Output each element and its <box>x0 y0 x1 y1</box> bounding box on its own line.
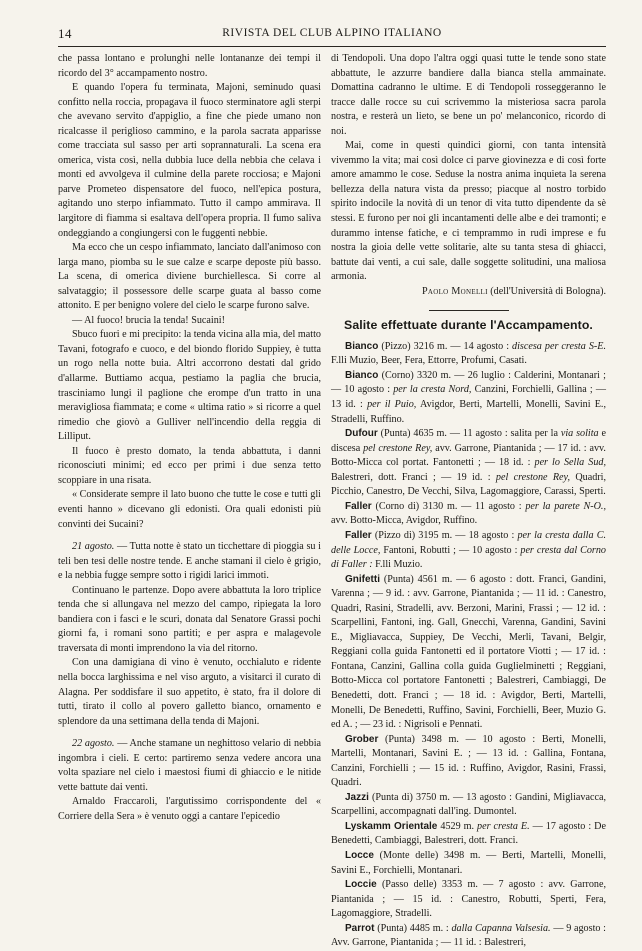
section-divider <box>429 310 509 311</box>
peak-name: Dufour <box>345 428 378 440</box>
route-name: pel crestone Rey, <box>495 471 571 483</box>
diary-text: — Anche stamane un neghittoso velario di nebbia ingombra i cieli. E certo: partiremo senza vedere ancora una volta spaziare nel cielo i maestosi fiumi di ghiaccio e le nitide vette battute dai venti. <box>58 738 321 793</box>
ascent-entry <box>331 849 606 878</box>
ascent-entry <box>331 922 606 951</box>
paragraph: Con una damigiana di vino è venuto, occhialuto e ridente nella bocca larghissima e nel viso arguto, a visitarci il curato di Alagna. Per soddisfare il suo appetito, è stato, fra il dolore di tutti, tirato il collo al povero galletto bianco, ornamento e splendore da una settimana della tenda di Majoni. <box>58 657 321 727</box>
ascent-text: e discesa <box>331 428 607 454</box>
section-title: Salite effettuate durante l'Accampamento. <box>344 318 593 333</box>
ascent-text: F.lli Muzio. <box>372 559 423 571</box>
peak-name: Faller <box>345 500 372 512</box>
diary-entry <box>58 540 321 584</box>
ascent-text: (Passo delle) 3353 m. — 7 agosto : avv. Garrone, Piantanida ; — 15 id. : Canestro, Robutti, Sperti, Fera, Lagomaggiore, Stradelli. <box>331 879 606 920</box>
author-affiliation: (dell'Università di Bologna). <box>487 285 606 297</box>
ascent-text: avv. Botto-Micca, Avigdor, Ruffino. <box>331 515 478 527</box>
route-name: per cresta E. <box>477 820 530 832</box>
route-name: per il Puio, <box>367 399 417 411</box>
page-header <box>58 24 606 47</box>
paragraph: Sbuco fuori e mi precipito: la tenda vicina alla mia, del matto Tavani, fotografo e cuoco, e del biondo florido Suppiey, è tutta un rogo nella notte buia. Altri accorrono destati dal grido d'allarme. Buttiamo acqua, pestiamo la paglia che brucia, trasciniamo lungi il paglione che erompe d'un tratto in una meravigliosa fiammata; e come « ultima ratio » si ricorre a quel rimedio che giovò a Gulliver nell'incendio della reggia di Lilliput. <box>58 329 321 443</box>
ascents-list <box>331 340 606 951</box>
ascent-entry <box>331 369 606 427</box>
ascent-text: (Punta) 4485 m. : <box>374 922 452 934</box>
peak-name: Parrot <box>345 922 375 934</box>
route-name: dalla Capanna Valsesia. <box>451 922 551 934</box>
ascent-text: (Punta) 4561 m. — 6 agosto : dott. Franci, Gandini, Varenna ; — 9 id. : avv. Garrone, Piantanida ; — 11 id. : Canestro, Quadri, Rasini, Stradelli, avv. Berzoni, Marini, Frassi ; — 12 id. : Scarpellini, Fantoni, ing. Gall, Gnecchi, Varenna, Gandini, Savini E., Migliavacca, Suppiey, De Vecchi, Merli, Tavani, Belgir, Reggiani colla guida Fantonetti ed il portatore Viotti ; — 17 id. : Fontana, Canzini, Gallina colla guida Guglielminetti ; Reggiani, Botto-Micca col portatore Fantonetti ; Balestreri, Cambiaggi, De Benedetti, dott. Franci ; — 18 id. : Avigdor, Berti, Martelli, Monelli, De Benedetti, Ruffino, Savini, Forchielli, Beer, Muzio G. ed A. ; — 23 id. : Nigrisoli e Pennati. <box>331 573 606 731</box>
peak-name: Grober <box>345 733 379 745</box>
ascent-text: (Corno) 3320 m. — 26 luglio : Calderini, Montanari ; — 10 agosto : <box>331 369 606 396</box>
paragraph: che passa lontano e prolunghi nelle lontananze dei tempi il ricordo del 3° accampamento nostro. <box>58 53 321 79</box>
paragraph: — Al fuoco! brucia la tenda! Sucaini! <box>72 314 225 326</box>
diary-entry <box>58 737 321 795</box>
paragraph: Arnaldo Fraccaroli, l'argutissimo corrispondente del « Corriere della Sera » è venuto oggi a cantare l'epicedio <box>58 796 321 822</box>
ascent-text: avv. Garrone, Piantanida ; — 17 id. : avv. Botto-Micca col portat. Fantonetti ; — 18 id. : <box>331 442 606 469</box>
paragraph: Mai, come in questi quindici giorni, con tanta intensità vivemmo la vita; mai così dolce ci parve giovinezza e di così forte amore amammo le cose. Seduse la nostra anima inquieta la serena bellezza della natura vista da presso; piacque al nostro torbido spirito indocile la novità di un tenor di vita tutto dipendente da sè stessi. E furono per noi gli incantamenti delle albe e dei tramonti; e durammo intense fatiche, e ci temprammo in rudi imprese e fu nostra la gioia delle vette solitarie, alte su tanta stesa di ghiacci, battute dai venti, a cui sale, dalle soggette solitudini, una maliosa armonia. <box>331 140 606 283</box>
route-name: per lo Sella Sud, <box>534 457 606 469</box>
paragraph: Il fuoco è presto domato, la tenda abbattuta, i danni riconosciuti minimi; ed ecco per primi i due senza tetto scoppiare in una risata. <box>58 445 321 486</box>
diary-date: 21 agosto. <box>72 541 115 553</box>
paragraph: E quando l'opera fu terminata, Majoni, seminudo quasi confitto nella roccia, propagava il fuoco sterminatore agli sterpi che avevano servito d'appiglio, a fine che piede umano non ricalcasse il periglioso cammino, e la parola sacrata apparisse come tracciata sul sasso per arti soprannaturali. La scena era omerica, vista così, nella dubbia luce della nebbia che celava i monti ed avvolgeva il culmine della parete rocciosa; e Majoni parve Prometeo dispensatore del fuoco, nell'epica postura, agitando uno sterpo infiammato. Tutto il campo ammirava. Il largitore di fiamma si esaltava dell'opera propria. Il fumo saliva ondeggiando a congiungersi con le fuggenti nebbie. <box>58 82 321 239</box>
ascent-text: — 9 agosto : Avv. Garrone, Piantanida ; — 11 id. : Balestreri, <box>331 922 606 949</box>
ascent-text: (Punta) 3498 m. — 10 agosto : Berti, Monelli, Martelli, Montanari, Savini E. ; — 13 id. : Gallina, Fontana, Canzini, Forchielli ; — 15 id. : Ruffino, Avigdor, Rasini, Frassi, Quadri. <box>331 733 606 789</box>
paragraph: Continuano le partenze. Dopo avere abbattuta la loro triplice tenda che si allungava nel mezzo del campo, ripiegata la loro bandiera con i fasci e le scuri, donata dal Senatore Grassi pochi giorni fa, i romani sono partiti; e per aspra e malagevole traversata di monti imprendono la via del ritorno. <box>58 584 321 654</box>
ascent-text: (Punta) 4635 m. — 11 agosto : salita per la <box>377 428 561 440</box>
paragraph: « Considerate sempre il lato buono che tutte le cose e tutti gli eventi hanno » dicevano gli edonisti. Ora quali edonisti più convinti dei Sucaini? <box>58 489 321 530</box>
diary-text: — Tutta notte è stato un ticchettare di pioggia su i teli ben tesi delle nostre tende. E anche stamani il cielo è grigio, e la nebbia fugge sempre sotto i rigidi larici immoti. <box>58 541 321 582</box>
ascent-text: (Punta di) 3750 m. — 13 agosto : Gandini, Migliavacca, Scarpellini, accompagnati dall'ing. Dumontel. <box>331 791 606 818</box>
ascent-text: Quadri, Picchio, Canestro, De Vecchi, Silva, Lagomaggiore, Carassi, Sperti. <box>331 471 606 498</box>
route-name: per la cresta Nord, <box>393 384 472 396</box>
route-name: discesa per cresta S-E. <box>512 340 606 352</box>
ascent-text: Fantoni, Robutti ; — 10 agosto : <box>380 544 521 556</box>
ascent-entry <box>331 529 606 573</box>
peak-name: Loccie <box>345 879 377 891</box>
ascent-text: (Monte delle) 3498 m. — Berti, Martelli, Monelli, Savini E., Forchielli, Montanari. <box>331 849 606 876</box>
ascent-text: Avigdor, Berti, Martelli, Monelli, Savini E., Stradelli, Ruffino. <box>331 399 606 425</box>
ascent-text: — 17 agosto : De Benedetti, Cambiaggi, Balestreri, dott. Franci. <box>331 820 606 847</box>
page-number: 14 <box>58 26 72 41</box>
ascent-text: 4529 m. <box>437 820 478 832</box>
right-column <box>331 52 606 951</box>
route-name: pel crestone Rey, <box>363 442 433 454</box>
left-column <box>58 52 321 824</box>
ascent-text: Canzini, Forchielli, Gallina ; — 13 id. : <box>331 384 606 411</box>
peak-name: Gnifetti <box>345 573 380 585</box>
peak-name: Jazzi <box>345 791 369 803</box>
peak-name: Bianco <box>345 369 379 381</box>
route-name: per la cresta dalla C. delle Locce, <box>331 529 606 556</box>
ascent-text: F.lli Muzio, Beer, Fera, Ettorre, Profumi, Casati. <box>331 355 527 367</box>
diary-date: 22 agosto. <box>72 738 115 750</box>
route-name: per cresta dal Corno di Faller : <box>331 544 606 571</box>
paragraph: Ma ecco che un cespo infiammato, lanciato dall'animoso con larga mano, piomba su le sue calze e scarpe deposte più basso. La scena, di omerica diviene burchiellesca. Si corre al salvataggio; il possessore delle scarpe guata al basso come attonito. E per benigno volere del cielo le scarpe furono salve. <box>58 242 321 312</box>
author-name: Paolo Monelli <box>421 285 488 297</box>
peak-name: Lyskamm Orientale <box>345 820 438 832</box>
peak-name: Bianco <box>345 340 379 352</box>
route-name: via solita <box>560 428 599 440</box>
ascent-entry <box>331 820 606 849</box>
ascent-entry <box>331 340 606 369</box>
route-name: per la parete N-O., <box>525 500 606 512</box>
signature <box>331 285 606 300</box>
ascent-entry <box>331 427 606 500</box>
ascent-text: (Pizzo di) 3195 m. — 18 agosto : <box>371 529 518 541</box>
ascent-entry <box>331 500 606 529</box>
ascent-text: (Pizzo) 3216 m. — 14 agosto : <box>378 340 513 352</box>
ascent-entry <box>331 791 606 820</box>
ascent-entry <box>331 573 606 733</box>
ascent-entry <box>331 733 606 791</box>
peak-name: Locce <box>345 849 374 861</box>
peak-name: Faller <box>345 529 372 541</box>
paragraph: di Tendopoli. Una dopo l'altra oggi quasi tutte le tende sono state abbattute, le azzurre bandiere dalla bianca stella ammainate. Domattina cadranno le ultime. E di Tendopoli rosseggeranno le tracce dalle rocce su cui scrivemmo la misteriosa sacra parola nostra, e resterà un lieto, se bene un po' melanconico, ricordo di noi. <box>331 53 606 137</box>
ascent-text: Balestreri, dott. Franci ; — 19 id. : <box>331 471 496 483</box>
ascent-text: (Corno di) 3130 m. — 11 agosto : <box>371 500 526 512</box>
journal-title: RIVISTA DEL CLUB ALPINO ITALIANO <box>222 27 442 39</box>
